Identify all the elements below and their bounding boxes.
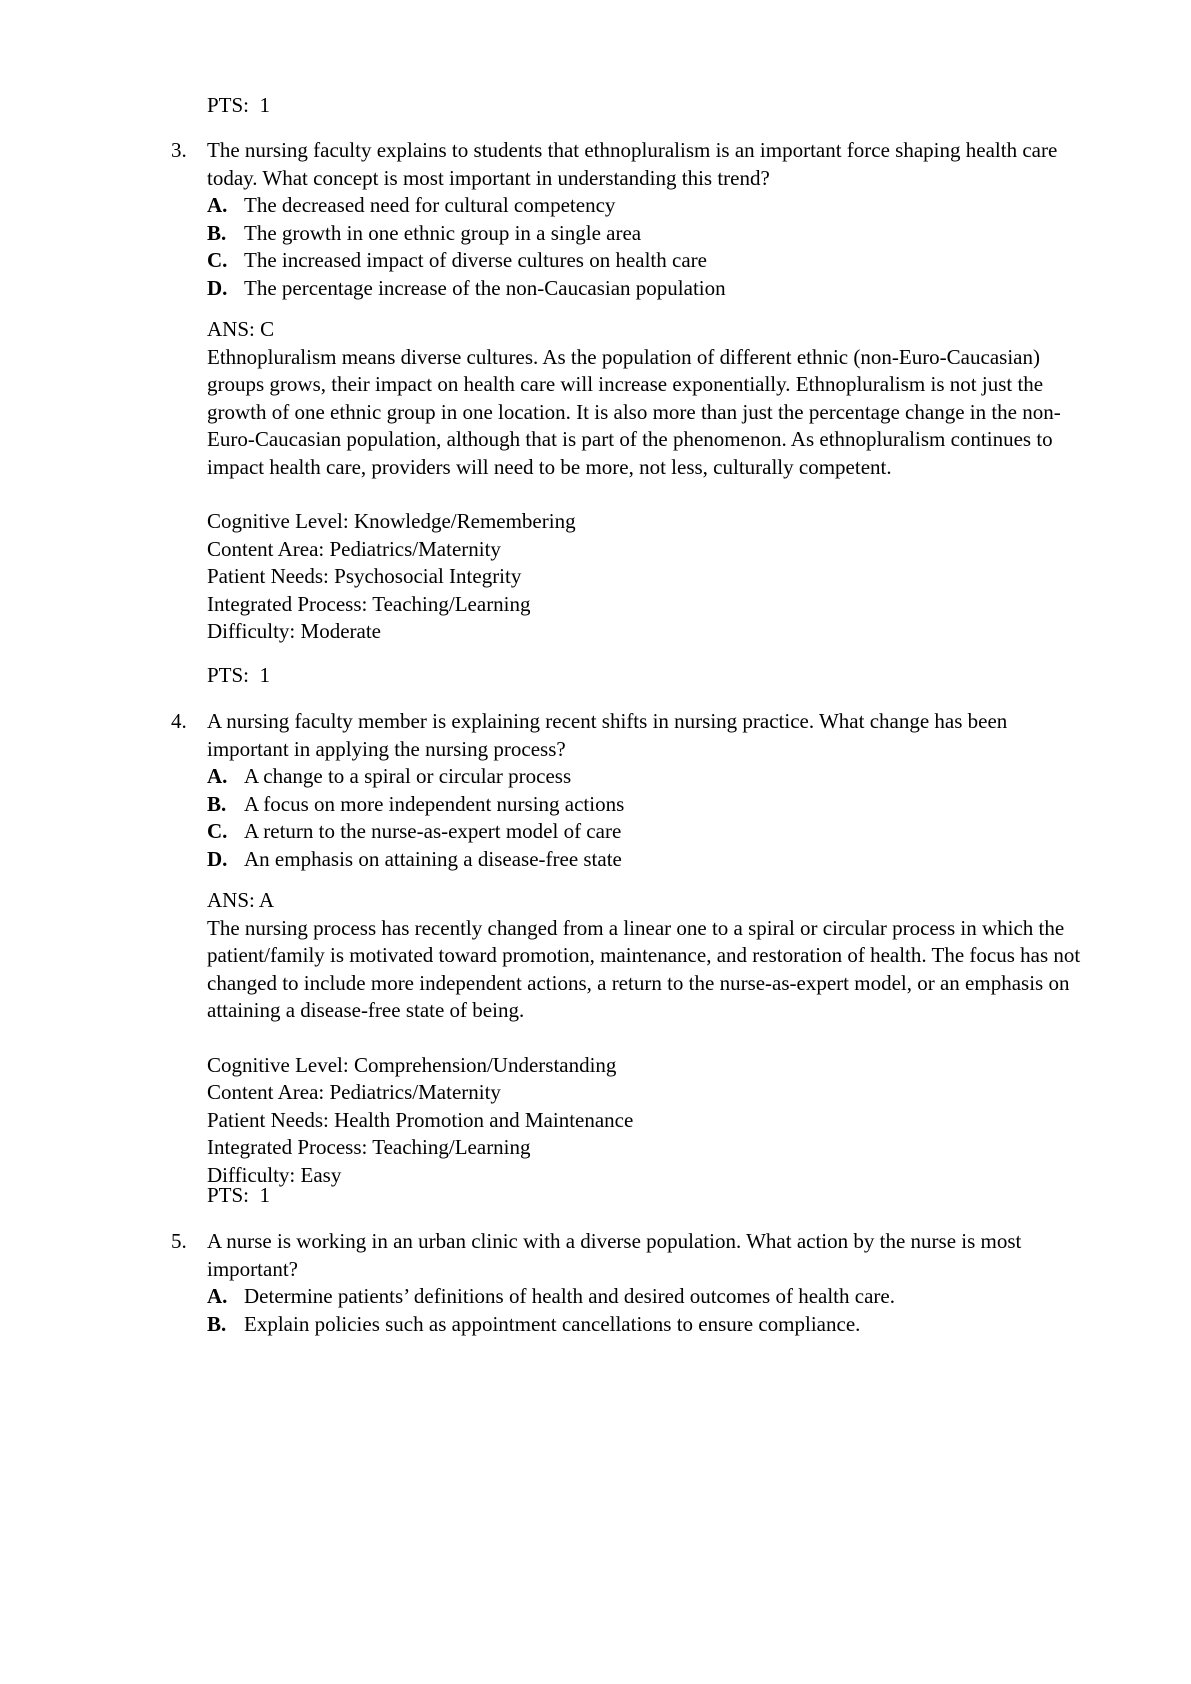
rationale-text: Ethnopluralism means diverse cultures. As the population of different ethnic (non-Euro-Caucasian) groups grows, their impact on health care will increase exponentially. Ethnopluralism is not just the growth of one ethnic group in one location. It is also more than just the percentage change in the non-Euro-Caucasian population, although that is part of the phenomenon. As ethnopluralism continues to impact health care, providers will need to be more, not less, culturally competent. — [207, 344, 1061, 479]
answer-key: ANS: A — [207, 888, 275, 912]
option-letter: A. — [207, 1284, 228, 1308]
option-a — [207, 1283, 1091, 1311]
option-b — [207, 791, 1091, 819]
points-label: PTS: 1 — [207, 93, 271, 117]
option-text: An emphasis on attaining a disease-free state — [244, 846, 622, 871]
answer-options — [207, 763, 1091, 873]
option-letter: C. — [207, 819, 228, 843]
question-3 — [171, 137, 1091, 646]
option-letter: A. — [207, 764, 228, 788]
option-letter: A. — [207, 193, 228, 217]
option-b — [207, 1311, 1091, 1339]
option-a — [207, 192, 1091, 220]
rationale-text: The nursing process has recently changed from a linear one to a spiral or circular process in which the patient/family is motivated toward promotion, maintenance, and restoration of health. The focus has not changed to include more independent actions, a return to the nurse-as-expert model, or an emphasis on attaining a disease-free state of being. — [207, 915, 1081, 1022]
option-letter: D. — [207, 275, 228, 300]
option-text: A return to the nurse-as-expert model of care — [244, 819, 622, 843]
question-stem: A nurse is working in an urban clinic with a diverse population. What action by the nurse is most important? — [207, 1229, 1022, 1281]
option-a — [207, 763, 1091, 791]
integrated-process: Integrated Process: Teaching/Learning — [207, 1135, 531, 1159]
option-text: The increased impact of diverse cultures on health care — [244, 248, 707, 272]
question-4 — [171, 708, 1091, 1189]
patient-needs: Patient Needs: Psychosocial Integrity — [207, 564, 522, 588]
option-text: The percentage increase of the non-Caucasian population — [244, 275, 726, 300]
option-c — [207, 818, 1091, 846]
question-number: 3. — [171, 138, 187, 162]
question-stem: The nursing faculty explains to students that ethnopluralism is an important force shaping health care today. What concept is most important in understanding this trend? — [207, 138, 1058, 190]
points-label: PTS: 1 — [207, 663, 271, 687]
option-letter: D. — [207, 846, 228, 871]
content-area: Content Area: Pediatrics/Maternity — [207, 1080, 501, 1104]
option-text: A change to a spiral or circular process — [244, 764, 572, 788]
question-stem: A nursing faculty member is explaining recent shifts in nursing practice. What change has been important in applying the nursing process? — [207, 709, 1008, 761]
answer-block — [207, 316, 1091, 646]
question-number: 4. — [171, 709, 187, 733]
cognitive-level: Cognitive Level: Knowledge/Remembering — [207, 509, 576, 533]
option-d — [207, 846, 1091, 874]
option-letter: B. — [207, 220, 227, 245]
option-text: Determine patients’ definitions of health and desired outcomes of health care. — [244, 1284, 895, 1308]
option-text: The growth in one ethnic group in a single area — [244, 220, 642, 245]
answer-options — [207, 192, 1091, 302]
option-letter: B. — [207, 1311, 227, 1336]
option-b — [207, 220, 1091, 248]
answer-block — [207, 887, 1091, 1189]
option-text: Explain policies such as appointment cancellations to ensure compliance. — [244, 1311, 861, 1336]
option-letter: C. — [207, 248, 228, 272]
option-text: The decreased need for cultural competency — [244, 193, 616, 217]
answer-options — [207, 1283, 1091, 1338]
option-letter: B. — [207, 791, 227, 816]
option-text: A focus on more independent nursing actions — [244, 791, 625, 816]
question-5 — [171, 1228, 1091, 1338]
question-number: 5. — [171, 1229, 187, 1253]
option-d — [207, 275, 1091, 303]
patient-needs: Patient Needs: Health Promotion and Maintenance — [207, 1107, 634, 1132]
question-metadata — [207, 508, 1091, 646]
answer-key: ANS: C — [207, 317, 275, 341]
cognitive-level: Cognitive Level: Comprehension/Understanding — [207, 1052, 617, 1077]
option-c — [207, 247, 1091, 275]
content-area: Content Area: Pediatrics/Maternity — [207, 536, 501, 561]
difficulty: Difficulty: Easy — [207, 1162, 342, 1187]
difficulty: Difficulty: Moderate — [207, 619, 381, 643]
points-label: PTS: 1 — [207, 1183, 271, 1207]
question-metadata — [207, 1052, 1091, 1190]
integrated-process: Integrated Process: Teaching/Learning — [207, 591, 531, 616]
